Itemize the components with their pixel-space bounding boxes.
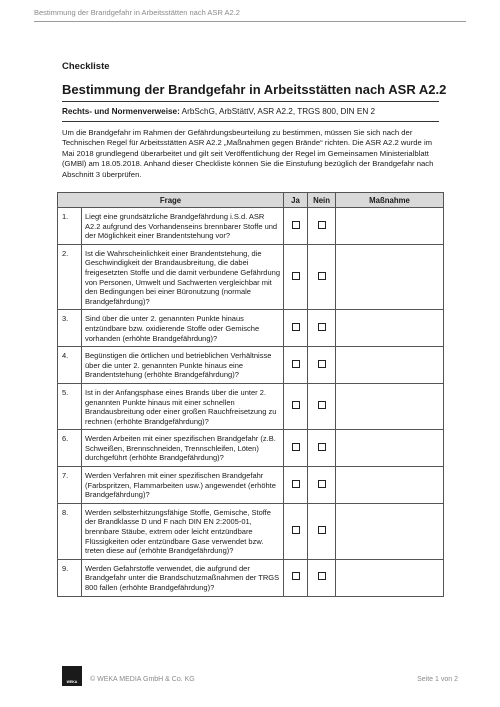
references-value: ArbSchG, ArbStättV, ASR A2.2, TRGS 800, DIN EN 2 <box>179 107 376 116</box>
row-number: 5. <box>58 383 82 429</box>
question-text: Ist die Wahrscheinlichkeit einer Brandentstehung, die Geschwindigkeit der Brandausbreitung, die dabei freigesetzten Stoffe und die damit verbundene Gefährdung von Personen, Umwelt und Sachwerten vergleichbar mit den Bedingungen bei einer Büronutzung (normale Brandgefährdung)? <box>82 244 284 310</box>
no-checkbox[interactable] <box>318 360 326 368</box>
running-header: Bestimmung der Brandgefahr in Arbeitsstätten nach ASR A2.2 <box>34 8 466 22</box>
yes-cell <box>284 503 308 559</box>
no-cell <box>308 244 336 310</box>
no-checkbox[interactable] <box>318 401 326 409</box>
table-header-row <box>58 193 444 208</box>
no-cell <box>308 430 336 467</box>
table-body <box>58 208 444 597</box>
column-header-yes: Ja <box>284 193 308 208</box>
question-text: Werden selbsterhitzungsfähige Stoffe, Gemische, Stoffe der Brandklasse D und F nach DIN EN 2:2005-01, brennbare Stäube, extrem oder leicht entzündbare Flüssigkeiten oder entzündbare Gase verwendet bzw. treten diese auf (erhöhte Brandgefährdung)? <box>82 503 284 559</box>
yes-checkbox[interactable] <box>292 221 300 229</box>
no-checkbox[interactable] <box>318 272 326 280</box>
measure-field[interactable] <box>336 559 444 596</box>
column-header-question: Frage <box>58 193 284 208</box>
row-number: 3. <box>58 310 82 347</box>
no-cell <box>308 347 336 384</box>
yes-cell <box>284 430 308 467</box>
footer-copyright: © WEKA MEDIA GmbH & Co. KG <box>90 676 195 683</box>
document-label: Checkliste <box>62 61 110 72</box>
title-divider <box>62 101 439 102</box>
table-row <box>58 430 444 467</box>
yes-checkbox[interactable] <box>292 401 300 409</box>
yes-cell <box>284 244 308 310</box>
row-number: 7. <box>58 467 82 504</box>
question-text: Ist in der Anfangsphase eines Brands über die unter 2. genannten Punkte hinaus mit einer schnellen Brandausbreitung oder einer großen Rauchfreisetzung zu rechnen (erhöhte Brandgefährdung)? <box>82 383 284 429</box>
logo-text: WEKA <box>66 680 78 684</box>
references-divider <box>62 121 439 122</box>
question-text: Werden Arbeiten mit einer spezifischen Brandgefahr (z.B. Schweißen, Brennschneiden, Trennschleifen, Löten) durchgeführt (erhöhte Brandgefährdung)? <box>82 430 284 467</box>
yes-cell <box>284 383 308 429</box>
no-checkbox[interactable] <box>318 221 326 229</box>
table-row <box>58 559 444 596</box>
column-header-measure: Maßnahme <box>336 193 444 208</box>
measure-field[interactable] <box>336 208 444 245</box>
row-number: 1. <box>58 208 82 245</box>
no-cell <box>308 383 336 429</box>
yes-cell <box>284 467 308 504</box>
yes-checkbox[interactable] <box>292 272 300 280</box>
measure-field[interactable] <box>336 347 444 384</box>
yes-cell <box>284 559 308 596</box>
table-row <box>58 208 444 245</box>
yes-checkbox[interactable] <box>292 443 300 451</box>
question-text: Sind über die unter 2. genannten Punkte hinaus entzündbare bzw. oxidierende Stoffe oder Gemische vorhanden (erhöhte Brandgefährdung)? <box>82 310 284 347</box>
question-text: Liegt eine grundsätzliche Brandgefährdung i.S.d. ASR A2.2 aufgrund des Vorhandenseins brennbarer Stoffe und der Möglichkeit einer Brandentstehung vor? <box>82 208 284 245</box>
question-text: Werden Gefahrstoffe verwendet, die aufgrund der Brandgefahr unter die Brandschutzmaßnahmen der TRGS 800 fallen (erhöhte Brandgefährdung)? <box>82 559 284 596</box>
no-checkbox[interactable] <box>318 526 326 534</box>
yes-cell <box>284 310 308 347</box>
measure-field[interactable] <box>336 310 444 347</box>
no-checkbox[interactable] <box>318 480 326 488</box>
no-checkbox[interactable] <box>318 443 326 451</box>
row-number: 9. <box>58 559 82 596</box>
references-line <box>62 107 375 116</box>
intro-paragraph: Um die Brandgefahr im Rahmen der Gefährdungsbeurteilung zu bestimmen, müssen Sie sich nach der Technischen Regel für Arbeitsstätten ASR A2.2 „Maßnahmen gegen Brände“ richten. Die ASR A2.2 wurde im Mai 2018 grundlegend überarbeitet und gilt seit Veröffentlichung der Regel im Gemeinsamen Ministerialblatt (GMBl) am 18.05.2018. Anhand dieser Checkliste können Sie die Einstufung bezüglich der Brandgefahr nach Abschnitt 3 überprüfen. <box>62 128 434 179</box>
yes-checkbox[interactable] <box>292 360 300 368</box>
no-checkbox[interactable] <box>318 323 326 331</box>
row-number: 2. <box>58 244 82 310</box>
yes-checkbox[interactable] <box>292 526 300 534</box>
column-header-no: Nein <box>308 193 336 208</box>
row-number: 6. <box>58 430 82 467</box>
yes-checkbox[interactable] <box>292 480 300 488</box>
yes-checkbox[interactable] <box>292 323 300 331</box>
measure-field[interactable] <box>336 244 444 310</box>
no-cell <box>308 503 336 559</box>
row-number: 8. <box>58 503 82 559</box>
table-row <box>58 467 444 504</box>
measure-field[interactable] <box>336 503 444 559</box>
references-label: Rechts- und Normenverweise: <box>62 107 180 116</box>
question-text: Begünstigen die örtlichen und betrieblichen Verhältnisse über die unter 2. genannten Punkte hinaus eine Brandentstehung (erhöhte Brandgefährdung)? <box>82 347 284 384</box>
measure-field[interactable] <box>336 430 444 467</box>
no-cell <box>308 559 336 596</box>
no-cell <box>308 467 336 504</box>
yes-checkbox[interactable] <box>292 572 300 580</box>
no-cell <box>308 208 336 245</box>
table-row <box>58 347 444 384</box>
page-title: Bestimmung der Brandgefahr in Arbeitsstätten nach ASR A2.2 <box>62 82 447 97</box>
weka-logo <box>62 666 82 686</box>
measure-field[interactable] <box>336 383 444 429</box>
question-text: Werden Verfahren mit einer spezifischen Brandgefahr (Farbspritzen, Flammarbeiten usw.) angewendet (erhöhte Brandgefährdung)? <box>82 467 284 504</box>
measure-field[interactable] <box>336 467 444 504</box>
table-row <box>58 244 444 310</box>
no-cell <box>308 310 336 347</box>
table-row <box>58 503 444 559</box>
footer-page-number: Seite 1 von 2 <box>417 676 458 683</box>
checklist-table <box>57 192 444 597</box>
table-row <box>58 383 444 429</box>
row-number: 4. <box>58 347 82 384</box>
table-row <box>58 310 444 347</box>
yes-cell <box>284 347 308 384</box>
yes-cell <box>284 208 308 245</box>
no-checkbox[interactable] <box>318 572 326 580</box>
